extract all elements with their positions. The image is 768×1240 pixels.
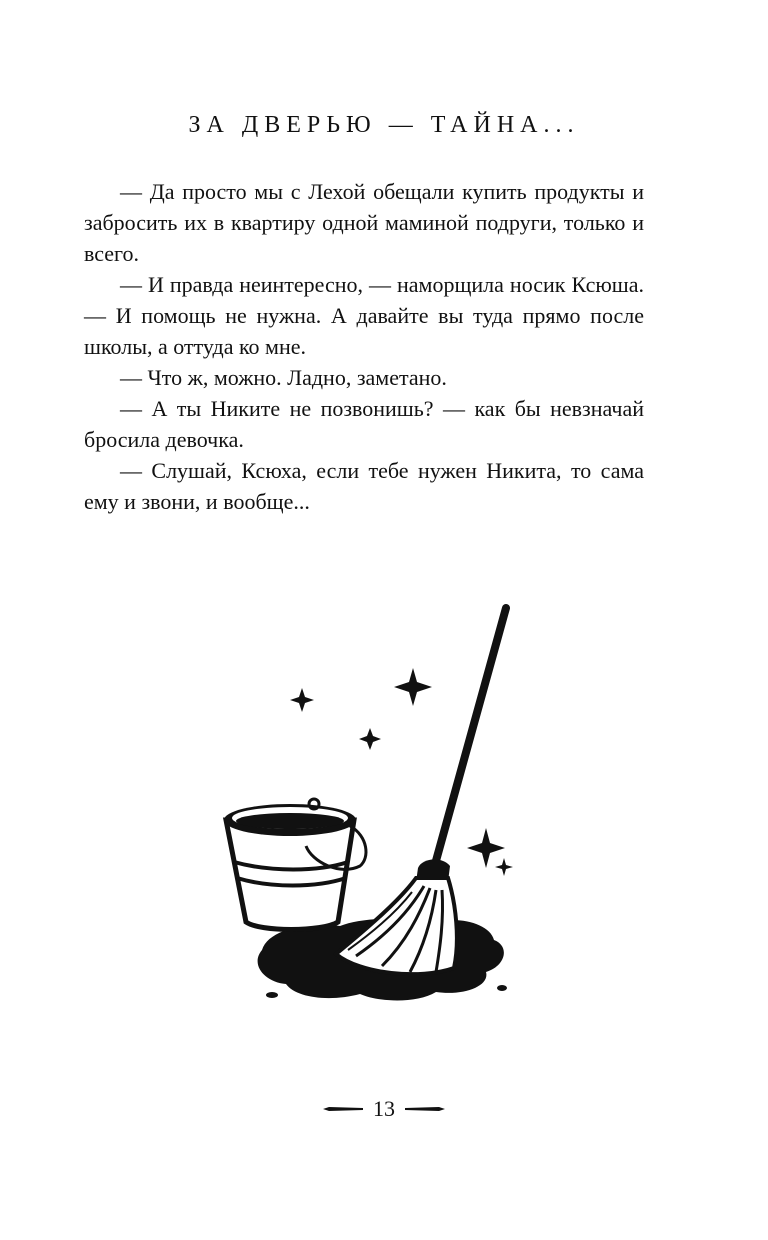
paragraph: — Слушай, Ксюха, если тебе нужен Никита, то сама ему и звони, и вообще...	[84, 458, 644, 514]
sparkle-icon	[495, 858, 513, 876]
running-head-title: ЗА ДВЕРЬЮ — ТАЙНА...	[188, 112, 580, 138]
paragraph: — А ты Никите не позвонишь? — как бы невзначай бросила девочка.	[84, 396, 644, 452]
paragraph: — Что ж, можно. Ладно, заметано.	[120, 365, 447, 390]
sparkle-icon	[359, 728, 381, 750]
folio-rule-right	[405, 1106, 445, 1112]
page-number-footer	[0, 1094, 768, 1124]
folio-rule-left	[323, 1106, 363, 1112]
sparkle-icon	[394, 668, 432, 706]
paragraph: — И правда неинтересно, — наморщила носик Ксюша. — И помощь не нужна. А давайте вы туда прямо после школы, а оттуда ко мне.	[84, 272, 644, 359]
mop-icon	[336, 608, 506, 974]
sparkle-icon	[290, 688, 314, 712]
sparkle-icon	[467, 828, 505, 868]
body-text	[84, 176, 644, 517]
page-number: 13	[373, 1096, 395, 1121]
paragraph: — Да просто мы с Лехой обещали купить продукты и забросить их в квартиру одной маминой подруги, только и всего.	[84, 179, 644, 266]
bucket-and-mop-illustration	[210, 600, 530, 1030]
bucket-icon	[224, 799, 366, 930]
